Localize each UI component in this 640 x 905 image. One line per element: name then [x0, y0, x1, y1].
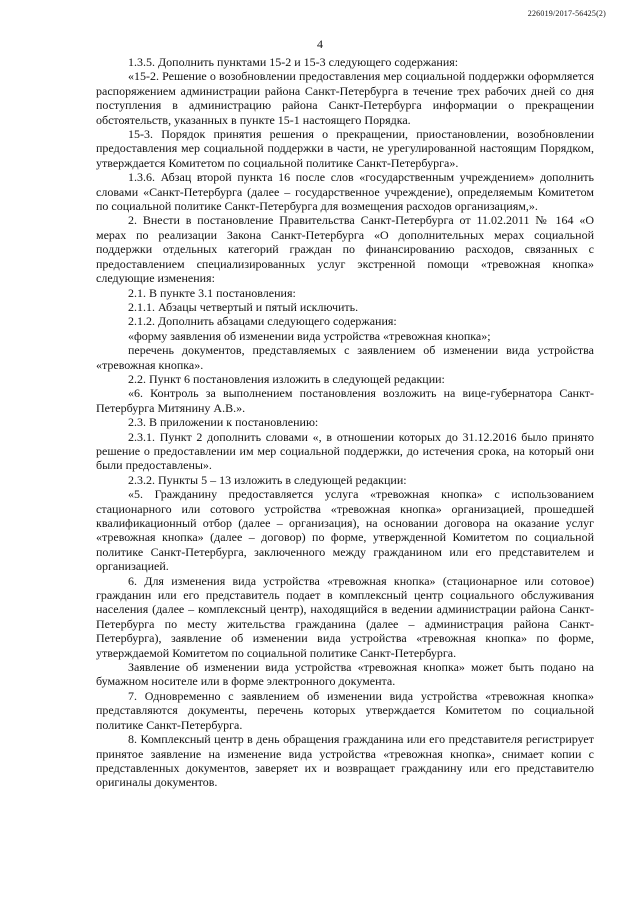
paragraph: 7. Одновременно с заявлением об изменении вида устройства «тревожная кнопка» представляются документы, перечень которых утверждается Комитетом по социальной политике Санкт-Петербурга.	[96, 688, 594, 732]
paragraph: 2.2. Пункт 6 постановления изложить в следующей редакции:	[128, 371, 445, 386]
page-number: 4	[317, 37, 323, 51]
paragraph: 2.3. В приложении к постановлению:	[128, 415, 319, 430]
paragraph: Заявление об изменении вида устройства «тревожная кнопка» может быть подано на бумажном носителе или в форме электронного документа.	[96, 660, 594, 689]
paragraph: «форму заявления об изменении вида устройства «тревожная кнопка»;	[128, 328, 491, 343]
paragraph: 6. Для изменения вида устройства «тревожная кнопка» (стационарное или сотовое) гражданин или его представитель подает в комплексный центр социального обслуживания населения (далее – комплексный центр), находящийся в ведении администрации района Санкт-Петербурга по месту жительства гражданина (далее – администрация района Санкт-Петербурга), заявление об изменении вида устройства «тревожная кнопка» по форме, утверждаемой Комитетом по социальной политике Санкт-Петербурга.	[96, 573, 594, 660]
paragraph: 2.3.2. Пункты 5 – 13 изложить в следующей редакции:	[128, 472, 407, 487]
document-registration-number: 226019/2017-56425(2)	[527, 9, 606, 18]
paragraph: 2.3.1. Пункт 2 дополнить словами «, в отношении которых до 31.12.2016 было принято решение о предоставлении им мер социальной поддержки, до истечения срока, на который они были предоставлены».	[96, 429, 594, 473]
paragraph: 1.3.6. Абзац второй пункта 16 после слов «государственным учреждением» дополнить словами «Санкт-Петербурга (далее – государственное учреждение), определяемым Комитетом по социальной политике Санкт-Петербурга для возмещения расходов организациям,».	[96, 170, 594, 214]
paragraph: перечень документов, представляемых с заявлением об изменении вида устройства «тревожная кнопка».	[96, 343, 594, 372]
document-body	[96, 55, 594, 790]
paragraph: «5. Гражданину предоставляется услуга «тревожная кнопка» с использованием стационарного или сотового устройства «тревожная кнопка» организацией, прошедшей квалификационный отбор (далее – организация), на основании договора на оказание услуг «тревожная кнопка» (далее – договор) по форме, утвержденной Комитетом по социальной политике Санкт-Петербурга, заключенного между гражданином или его представителем и организацией.	[96, 487, 594, 574]
paragraph: 2.1.2. Дополнить абзацами следующего содержания:	[128, 314, 397, 329]
paragraph: «15-2. Решение о возобновлении предоставления мер социальной поддержки оформляется распоряжением администрации района Санкт-Петербурга в течение трех рабочих дней со дня поступления в администрацию района Санкт-Петербурга информации о прекращении обстоятельств, указанных в пункте 15-1 настоящего Порядка.	[96, 69, 594, 127]
paragraph: 15-3. Порядок принятия решения о прекращении, приостановлении, возобновлении предоставления мер социальной поддержки в части, не урегулированной настоящим Порядком, утверждается Комитетом по социальной политике Санкт-Петербурга».	[96, 127, 594, 170]
paragraph: 2. Внести в постановление Правительства Санкт-Петербурга от 11.02.2011 № 164 «О мерах по реализации Закона Санкт-Петербурга «О дополнительных мерах социальной поддержки отдельных категорий граждан по финансированию расходов, связанных с предоставлением специализированных услуг экстренной помощи «тревожная кнопка» следующие изменения:	[96, 213, 594, 286]
paragraph: 1.3.5. Дополнить пунктами 15-2 и 15-3 следующего содержания:	[128, 55, 459, 69]
paragraph: 2.1. В пункте 3.1 постановления:	[128, 285, 296, 300]
paragraph: 8. Комплексный центр в день обращения гражданина или его представителя регистрирует принятое заявление на изменение вида устройства «тревожная кнопка», снимает копии с представленных документов, заверяет их и возвращает гражданину или его представителю оригиналы документов.	[96, 732, 594, 790]
paragraph: 2.1.1. Абзацы четвертый и пятый исключить.	[128, 299, 359, 314]
paragraph: «6. Контроль за выполнением постановления возложить на вице-губернатора Санкт-Петербурга Митянину А.В.».	[96, 386, 594, 415]
